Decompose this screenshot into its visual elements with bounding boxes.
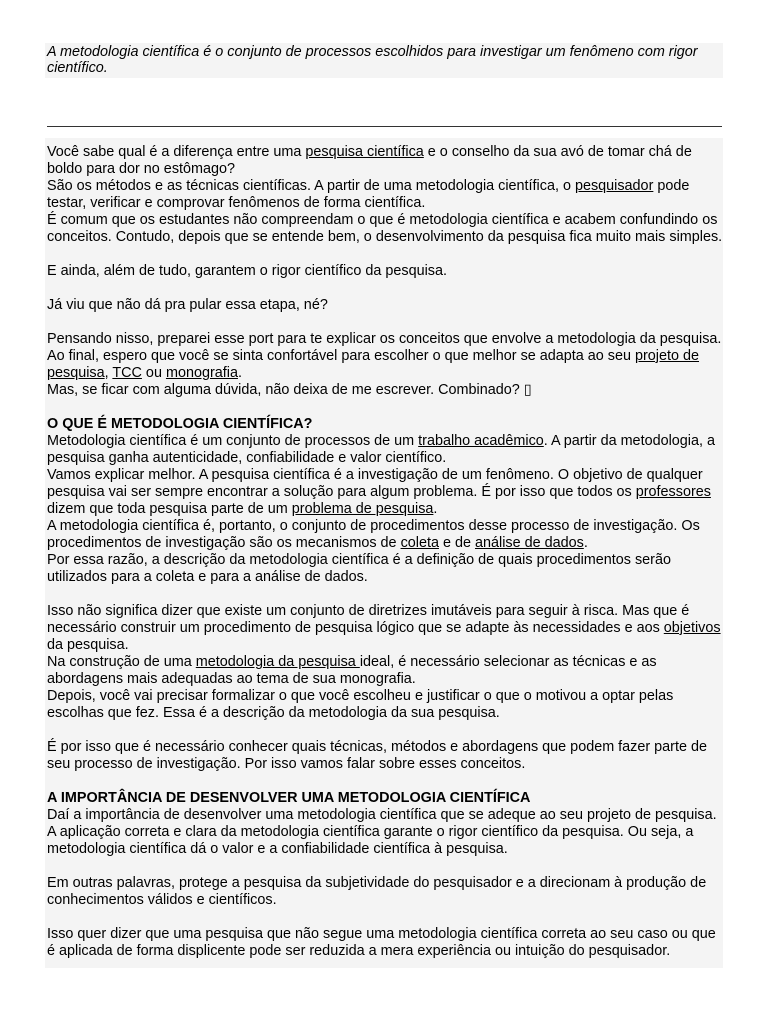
link-metodologia-da-pesquisa[interactable]: metodologia da pesquisa bbox=[195, 654, 360, 670]
divider bbox=[47, 126, 722, 127]
paragraph: Você sabe qual é a diferença entre uma pesquisa científica e o conselho da sua avó de tomar chá de boldo para dor no estômago? São os métodos e as técnicas científicas. A partir de uma metodologia científica, o pesquisador pode testar, verificar e comprovar fenômenos de forma científica. É comum que os estudantes não compreendam o que é metodologia científica e acabem confundindo os conceitos. Contudo, depois que se entende bem, o desenvolvimento da pesquisa fica muito mais simples. bbox=[47, 144, 723, 245]
paragraph: Isso não significa dizer que existe um conjunto de diretrizes imutáveis para seguir à risca. Mas que é necessário construir um procedimento de pesquisa lógico que se adapte às necessidades e aos objetivos da pesquisa. Na construção de uma metodologia da pesquisa ideal, é necessário selecionar as técnicas e as abordagens mais adequadas ao tema de sua monografia. Depois, você vai precisar formalizar o que você escolheu e justificar o que o motivou a optar pelas escolhas que fez. Essa é a descrição da metodologia da sua pesquisa. bbox=[47, 603, 721, 721]
article-body bbox=[45, 138, 723, 968]
section-heading: A IMPORTÂNCIA DE DESENVOLVER UMA METODOLOGIA CIENTÍFICA bbox=[47, 790, 531, 806]
link-projeto-de-pesquisa[interactable]: projeto de pesquisa bbox=[47, 348, 700, 381]
link-pesquisa-cientifica[interactable]: pesquisa científica bbox=[305, 144, 424, 160]
link-professores[interactable]: professores bbox=[635, 484, 711, 500]
link-problema-de-pesquisa[interactable]: problema de pesquisa bbox=[291, 501, 434, 517]
link-analise-de-dados[interactable]: análise de dados bbox=[474, 535, 584, 551]
paragraph: Já viu que não dá pra pular essa etapa, né? bbox=[47, 297, 328, 313]
link-tcc[interactable]: TCC bbox=[112, 365, 142, 381]
link-coleta[interactable]: coleta bbox=[400, 535, 439, 551]
paragraph: E ainda, além de tudo, garantem o rigor científico da pesquisa. bbox=[47, 263, 447, 279]
link-monografia[interactable]: monografia bbox=[165, 365, 238, 381]
paragraph: Daí a importância de desenvolver uma metodologia científica que se adeque ao seu projeto de pesquisa. A aplicação correta e clara da metodologia científica garante o rigor científico da pesquisa. Ou seja, a metodologia científica dá o valor e a confiabilidade científica à pesquisa. bbox=[47, 807, 717, 857]
section-heading: O QUE É METODOLOGIA CIENTÍFICA? bbox=[47, 416, 313, 432]
paragraph: É por isso que é necessário conhecer quais técnicas, métodos e abordagens que podem fazer parte de seu processo de investigação. Por isso vamos falar sobre esses conceitos. bbox=[47, 739, 707, 772]
link-trabalho-academico[interactable]: trabalho acadêmico bbox=[418, 433, 544, 449]
link-objetivos[interactable]: objetivos bbox=[663, 620, 721, 636]
paragraph: Metodologia científica é um conjunto de processos de um trabalho acadêmico. A partir da metodologia, a pesquisa ganha autenticidade, confiabilidade e valor científico. Vamos explicar melhor. A pesquisa científica é a investigação de um fenômeno. O objetivo de qualquer pesquisa vai ser sempre encontrar a solução para algum problema. É por isso que todos os professores dizem que toda pesquisa parte de um problema de pesquisa. A metodologia científica é, portanto, o conjunto de procedimentos desse processo de investigação. Os procedimentos de investigação são os mecanismos de coleta e de análise de dados. Por essa razão, a descrição da metodologia científica é a definição de quais procedimentos serão utilizados para a coleta e para a análise de dados. bbox=[47, 433, 715, 585]
lead-summary: A metodologia científica é o conjunto de processos escolhidos para investigar um fenômeno com rigor científico. bbox=[45, 43, 723, 78]
paragraph: Em outras palavras, protege a pesquisa da subjetividade do pesquisador e a direcionam à produção de conhecimentos válidos e científicos. bbox=[47, 875, 707, 908]
paragraph: Pensando nisso, preparei esse port para te explicar os conceitos que envolve a metodologia da pesquisa. Ao final, espero que você se sinta confortável para escolher o que melhor se adapta ao seu projeto de pesquisa, TCC ou monografia. Mas, se ficar com alguma dúvida, não deixa de me escrever. Combinado? ▯ bbox=[47, 331, 722, 398]
paragraph: Isso quer dizer que uma pesquisa que não segue uma metodologia científica correta ao seu caso ou que é aplicada de forma displicente pode ser reduzida a mera experiência ou intuição do pesquisador. bbox=[47, 926, 716, 959]
link-pesquisador[interactable]: pesquisador bbox=[574, 178, 654, 194]
